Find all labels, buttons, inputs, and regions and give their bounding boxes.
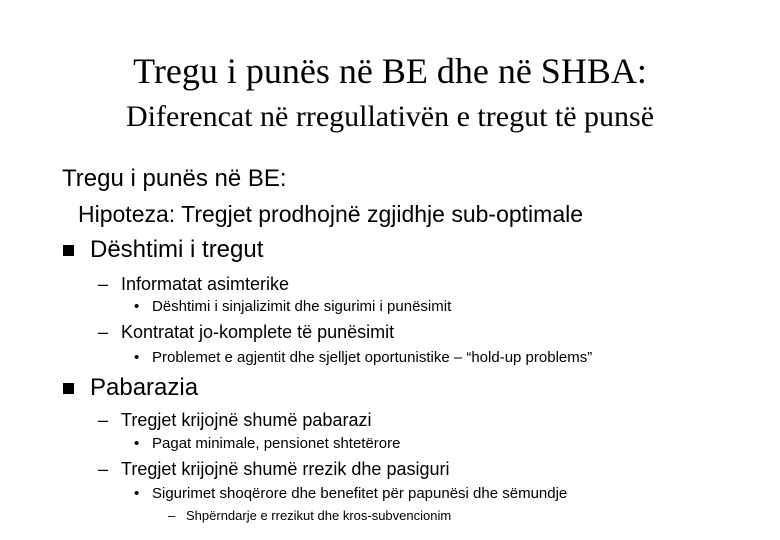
dash-bullet-icon: –	[168, 508, 176, 523]
square-bullet-icon	[63, 245, 74, 256]
subitem-minimum-wages: Pagat minimale, pensionet shtetërore	[152, 435, 401, 452]
dash-bullet-icon: –	[98, 459, 109, 479]
section-heading: Tregu i punës në BE:	[62, 165, 287, 192]
title-line-1: Tregu i punës në BE dhe në SHBA:	[133, 51, 647, 91]
dot-bullet-icon: •	[134, 349, 140, 366]
square-bullet-icon	[63, 383, 74, 394]
dot-bullet-icon: •	[134, 485, 140, 502]
hypothesis-text: Hipoteza: Tregjet prodhojnë zgjidhje sub-optimale	[78, 201, 584, 227]
bullet-market-failure: Dështimi i tregut	[90, 236, 264, 263]
item-asymmetric-info: Informatat asimterike	[121, 274, 290, 294]
subitem-agent-problems: Problemet e agjentit dhe sjelljet oportunistike – “hold-up problems”	[152, 349, 593, 366]
subsubitem-risk-sharing: Shpërndarje e rrezikut dhe kros-subvencionim	[186, 508, 452, 523]
subitem-signaling: Dështimi i sinjalizimit dhe sigurimi i punësimit	[152, 298, 452, 315]
dash-bullet-icon: –	[98, 274, 109, 294]
item-markets-risk: Tregjet krijojnë shumë rrezik dhe pasiguri	[121, 459, 450, 479]
title-line-2: Diferencat në rregullativën e tregut të punsë	[125, 100, 655, 133]
dash-bullet-icon: –	[98, 410, 109, 430]
item-markets-inequality: Tregjet krijojnë shumë pabarazi	[121, 410, 372, 430]
dash-bullet-icon: –	[98, 322, 109, 342]
dot-bullet-icon: •	[134, 435, 140, 452]
subitem-social-insurance: Sigurimet shoqërore dhe benefitet për papunësi dhe sëmundje	[152, 485, 568, 502]
dot-bullet-icon: •	[134, 298, 140, 315]
item-incomplete-contracts: Kontratat jo-komplete të punësimit	[121, 322, 395, 342]
bullet-inequality: Pabarazia	[90, 374, 199, 401]
